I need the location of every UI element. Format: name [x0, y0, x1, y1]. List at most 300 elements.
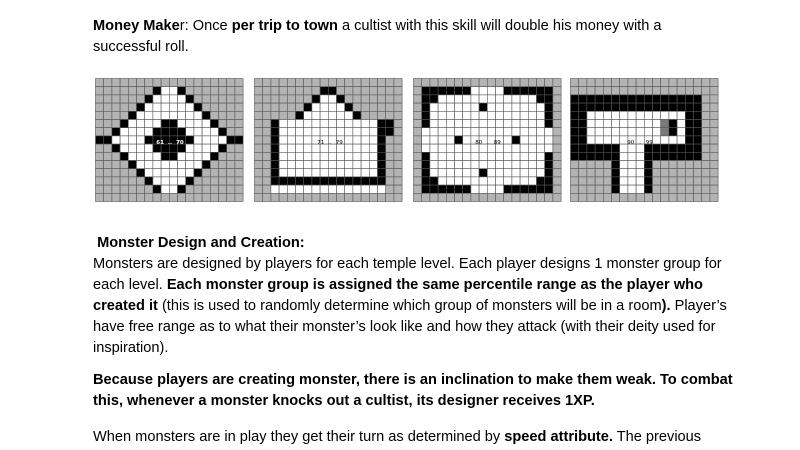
map-cell	[685, 79, 693, 87]
map-cell	[579, 136, 587, 144]
map-cell	[528, 152, 536, 160]
map-cell	[487, 128, 495, 136]
map-cell	[271, 87, 279, 95]
map-cell	[153, 169, 161, 177]
map-cell	[345, 152, 353, 160]
map-cell	[571, 128, 579, 136]
map-cell	[694, 136, 702, 144]
map-cell	[669, 161, 677, 169]
map-cell	[178, 103, 186, 111]
map-cell	[128, 193, 136, 201]
map-cell	[169, 87, 177, 95]
map-cell	[669, 120, 677, 128]
map-cell	[463, 193, 471, 201]
map-cell	[394, 193, 402, 201]
map-cell	[612, 111, 620, 119]
map-cell	[287, 193, 295, 201]
map-cell	[496, 152, 504, 160]
map-cell	[345, 185, 353, 193]
map-cell	[587, 193, 595, 201]
map-cell	[612, 144, 620, 152]
map-cell	[219, 169, 227, 177]
turn-text-b: The previous	[612, 429, 702, 445]
map-cell	[504, 79, 512, 87]
map-cell	[287, 169, 295, 177]
map-cell	[386, 177, 394, 185]
map-cell	[537, 136, 545, 144]
map-cell	[710, 161, 718, 169]
map-cell	[479, 103, 487, 111]
map-cell	[644, 169, 652, 177]
map-cell	[287, 103, 295, 111]
map-cell	[394, 185, 402, 193]
map-cell	[369, 111, 377, 119]
map-cell	[378, 185, 386, 193]
map-cell	[644, 111, 652, 119]
map-cell	[128, 136, 136, 144]
map-cell	[702, 169, 710, 177]
map-cell	[710, 144, 718, 152]
map-cell	[414, 103, 422, 111]
map-cell	[320, 95, 328, 103]
map-cell	[194, 177, 202, 185]
map-cell	[512, 87, 520, 95]
map-cell	[345, 103, 353, 111]
map-cell	[694, 185, 702, 193]
map-cell	[137, 103, 145, 111]
map-cell	[653, 87, 661, 95]
map-cell	[304, 103, 312, 111]
map-cell	[145, 87, 153, 95]
map-cell	[422, 87, 430, 95]
map-cell	[422, 177, 430, 185]
map-cell	[378, 128, 386, 136]
map-cell	[202, 169, 210, 177]
map-cell	[386, 111, 394, 119]
map-cell	[210, 193, 218, 201]
map-cell	[210, 120, 218, 128]
money-maker-title: Money Make	[93, 18, 180, 34]
map-cell	[96, 177, 104, 185]
map-cell	[620, 152, 628, 160]
map-cell	[161, 169, 169, 177]
map-cell	[628, 152, 636, 160]
map-cell	[104, 79, 112, 87]
map-cell	[463, 79, 471, 87]
map-cell	[644, 193, 652, 201]
map-cell	[669, 152, 677, 160]
map-cell	[227, 169, 235, 177]
map-cell	[628, 128, 636, 136]
map-cell	[235, 111, 243, 119]
map-cell	[279, 144, 287, 152]
map-cell	[430, 161, 438, 169]
map-cell	[369, 193, 377, 201]
map-cell	[528, 169, 536, 177]
map-cell	[446, 111, 454, 119]
map-cell	[422, 161, 430, 169]
map-cell	[487, 193, 495, 201]
map-cell	[128, 177, 136, 185]
map-cell	[553, 136, 561, 144]
map-cell	[422, 136, 430, 144]
map-cell	[386, 152, 394, 160]
map-cell	[644, 161, 652, 169]
map-cell	[279, 152, 287, 160]
map-cell	[446, 193, 454, 201]
map-cell	[169, 103, 177, 111]
map-cell	[603, 87, 611, 95]
map-cell	[186, 111, 194, 119]
map-cell	[178, 128, 186, 136]
monster-text-c: Player’s have free range as to what their monster’s look like and how they attack (with their deity used for inspiration).	[93, 298, 727, 356]
map-cell	[636, 185, 644, 193]
map-cell	[677, 193, 685, 201]
map-cell	[296, 193, 304, 201]
map-cell	[463, 136, 471, 144]
map-cell	[430, 128, 438, 136]
map-cell	[446, 103, 454, 111]
map-cell	[263, 177, 271, 185]
map-cell	[603, 161, 611, 169]
map-cell	[235, 152, 243, 160]
map-cell	[96, 144, 104, 152]
map-cell	[161, 87, 169, 95]
map-cell	[279, 136, 287, 144]
map-cell	[595, 193, 603, 201]
map-cell	[104, 103, 112, 111]
map-cell	[227, 193, 235, 201]
map-cell	[112, 152, 120, 160]
map-cell	[210, 144, 218, 152]
map-cell	[636, 193, 644, 201]
map-cell	[463, 120, 471, 128]
map-cell	[169, 120, 177, 128]
map-cell	[279, 120, 287, 128]
map-cell	[677, 87, 685, 95]
monster-bold-a: Each monster group is assigned the same percentile range as the player who created it	[93, 277, 703, 314]
map-cell	[312, 177, 320, 185]
map-cell	[137, 185, 145, 193]
map-cell	[512, 161, 520, 169]
map-cell	[219, 136, 227, 144]
map-cell	[636, 177, 644, 185]
map-cell	[120, 144, 128, 152]
map-cell	[595, 79, 603, 87]
map-cell	[161, 120, 169, 128]
turn-bold: speed attribute.	[504, 429, 613, 445]
map-cell	[128, 169, 136, 177]
map-cell	[104, 177, 112, 185]
map-cell	[628, 87, 636, 95]
map-cell	[271, 152, 279, 160]
map-cell	[661, 103, 669, 111]
map-cell	[620, 177, 628, 185]
map-cell	[661, 169, 669, 177]
map-cell	[545, 152, 553, 160]
map-cell	[520, 185, 528, 193]
map-cell	[219, 128, 227, 136]
map-cell	[169, 161, 177, 169]
map-cell	[504, 87, 512, 95]
map-cell	[287, 111, 295, 119]
map-cell	[644, 87, 652, 95]
map-cell	[595, 120, 603, 128]
map-cell	[545, 95, 553, 103]
map-cell	[296, 177, 304, 185]
map-cell	[219, 177, 227, 185]
map-cell	[194, 87, 202, 95]
map-cell	[345, 87, 353, 95]
map-cell	[553, 185, 561, 193]
map-cell	[587, 111, 595, 119]
map-cell	[361, 128, 369, 136]
map-cell	[685, 136, 693, 144]
map-cell	[227, 95, 235, 103]
map-cell	[296, 185, 304, 193]
map-cell	[263, 128, 271, 136]
map-cell	[161, 193, 169, 201]
map-cell	[628, 193, 636, 201]
map-cell	[612, 193, 620, 201]
map-cell	[386, 79, 394, 87]
map-cell	[96, 111, 104, 119]
map-cell	[628, 103, 636, 111]
map-cell	[710, 111, 718, 119]
map-cell	[296, 111, 304, 119]
map-cell	[128, 87, 136, 95]
map-cell	[219, 95, 227, 103]
map-cell	[446, 95, 454, 103]
map-cell	[430, 79, 438, 87]
map-cell	[677, 79, 685, 87]
map-cell	[520, 193, 528, 201]
map-cell	[677, 152, 685, 160]
map-cell	[520, 161, 528, 169]
map-cell	[353, 144, 361, 152]
map-cell	[227, 185, 235, 193]
map-cell	[587, 120, 595, 128]
map-cell	[194, 185, 202, 193]
map-cell	[545, 87, 553, 95]
map-cell	[455, 136, 463, 144]
map-cell	[337, 185, 345, 193]
map-range-label: 71 .. 79	[317, 140, 343, 146]
map-cell	[178, 111, 186, 119]
map-cell	[677, 128, 685, 136]
map-cell	[279, 87, 287, 95]
map-cell	[438, 87, 446, 95]
map-cell	[685, 161, 693, 169]
map-cell	[120, 185, 128, 193]
map-cell	[394, 144, 402, 152]
map-cell	[279, 128, 287, 136]
map-cell	[620, 120, 628, 128]
map-cell	[553, 144, 561, 152]
map-cell	[520, 120, 528, 128]
map-cell	[537, 152, 545, 160]
map-cell	[219, 152, 227, 160]
map-cell	[210, 169, 218, 177]
map-cell	[553, 111, 561, 119]
map-cell	[219, 120, 227, 128]
map-cell	[337, 87, 345, 95]
map-cell	[369, 177, 377, 185]
map-cell	[653, 79, 661, 87]
map-cell	[537, 95, 545, 103]
map-cell	[644, 120, 652, 128]
map-cell	[194, 144, 202, 152]
map-cell	[463, 128, 471, 136]
map-cell	[545, 161, 553, 169]
map-cell	[96, 103, 104, 111]
map-cell	[545, 111, 553, 119]
map-cell	[263, 87, 271, 95]
map-cell	[296, 120, 304, 128]
map-cell	[361, 144, 369, 152]
map-cell	[304, 120, 312, 128]
map-cell	[487, 79, 495, 87]
map-cell	[537, 87, 545, 95]
map-cell	[694, 169, 702, 177]
map-cell	[227, 177, 235, 185]
map-cell	[353, 95, 361, 103]
map-cell	[455, 111, 463, 119]
map-cell	[227, 120, 235, 128]
map-cell	[571, 185, 579, 193]
map-cell	[479, 152, 487, 160]
map-cell	[279, 193, 287, 201]
map-cell	[153, 128, 161, 136]
map-cell	[386, 120, 394, 128]
map-cell	[263, 193, 271, 201]
map-cell	[153, 185, 161, 193]
map-cell	[587, 185, 595, 193]
map-cell	[194, 161, 202, 169]
map-cell	[520, 79, 528, 87]
map-cell	[227, 79, 235, 87]
map-cell	[702, 128, 710, 136]
map-cell	[104, 144, 112, 152]
map-cell	[422, 120, 430, 128]
map-cell	[504, 103, 512, 111]
map-cell	[438, 169, 446, 177]
map-cell	[210, 95, 218, 103]
map-cell	[471, 185, 479, 193]
map-cell	[579, 185, 587, 193]
map-cell	[545, 103, 553, 111]
map-cell	[520, 152, 528, 160]
map-cell	[430, 152, 438, 160]
map-cell	[369, 128, 377, 136]
map-cell	[210, 87, 218, 95]
map-cell	[471, 95, 479, 103]
map-cell	[145, 103, 153, 111]
map-cell	[312, 79, 320, 87]
map-cell	[235, 87, 243, 95]
map-cell	[653, 144, 661, 152]
map-cell	[112, 177, 120, 185]
map-cell	[653, 152, 661, 160]
map-cell	[337, 120, 345, 128]
map-cell	[620, 185, 628, 193]
map-cell	[353, 136, 361, 144]
map-cell	[235, 161, 243, 169]
map-cell	[512, 152, 520, 160]
map-cell	[287, 136, 295, 144]
map-cell	[194, 79, 202, 87]
map-cell	[571, 177, 579, 185]
map-cell	[677, 95, 685, 103]
map-cell	[438, 95, 446, 103]
map-cell	[512, 193, 520, 201]
map-cell	[202, 79, 210, 87]
money-maker-bold-phrase: per trip to town	[231, 18, 338, 34]
map-cell	[430, 103, 438, 111]
map-cell	[263, 79, 271, 87]
map-cell	[304, 111, 312, 119]
map-cell	[394, 103, 402, 111]
map-cell	[620, 161, 628, 169]
map-cell	[553, 120, 561, 128]
map-cell	[304, 144, 312, 152]
map-cell	[361, 111, 369, 119]
map-cell	[210, 111, 218, 119]
map-cell	[169, 128, 177, 136]
map-cell	[496, 103, 504, 111]
map-cell	[161, 177, 169, 185]
map-cell	[455, 161, 463, 169]
map-cell	[496, 120, 504, 128]
map-cell	[145, 111, 153, 119]
map-cell	[255, 103, 263, 111]
map-cell	[328, 111, 336, 119]
map-cell	[337, 193, 345, 201]
map-cell	[710, 136, 718, 144]
map-cell	[414, 152, 422, 160]
map-cell	[137, 136, 145, 144]
map-cell	[361, 79, 369, 87]
map-cell	[595, 185, 603, 193]
map-cell	[496, 177, 504, 185]
map-cell	[710, 79, 718, 87]
map-cell	[287, 87, 295, 95]
map-cell	[312, 169, 320, 177]
map-cell	[694, 128, 702, 136]
map-cell	[694, 152, 702, 160]
map-cell	[603, 169, 611, 177]
map-cell	[337, 161, 345, 169]
map-cell	[145, 169, 153, 177]
map-cell	[710, 103, 718, 111]
map-cell	[255, 136, 263, 144]
map-cell	[661, 87, 669, 95]
map-cell	[320, 185, 328, 193]
map-cell	[235, 120, 243, 128]
map-cell	[545, 144, 553, 152]
money-maker-text-a: : Once	[184, 18, 232, 34]
map-cell	[104, 161, 112, 169]
map-cell	[685, 103, 693, 111]
map-cell	[677, 111, 685, 119]
map-cell	[677, 169, 685, 177]
map-cell	[620, 169, 628, 177]
monster-section-heading: Monster Design and Creation:	[97, 235, 305, 251]
map-cell	[271, 136, 279, 144]
map-cell	[235, 95, 243, 103]
map-cell	[653, 136, 661, 144]
map-cell	[137, 144, 145, 152]
